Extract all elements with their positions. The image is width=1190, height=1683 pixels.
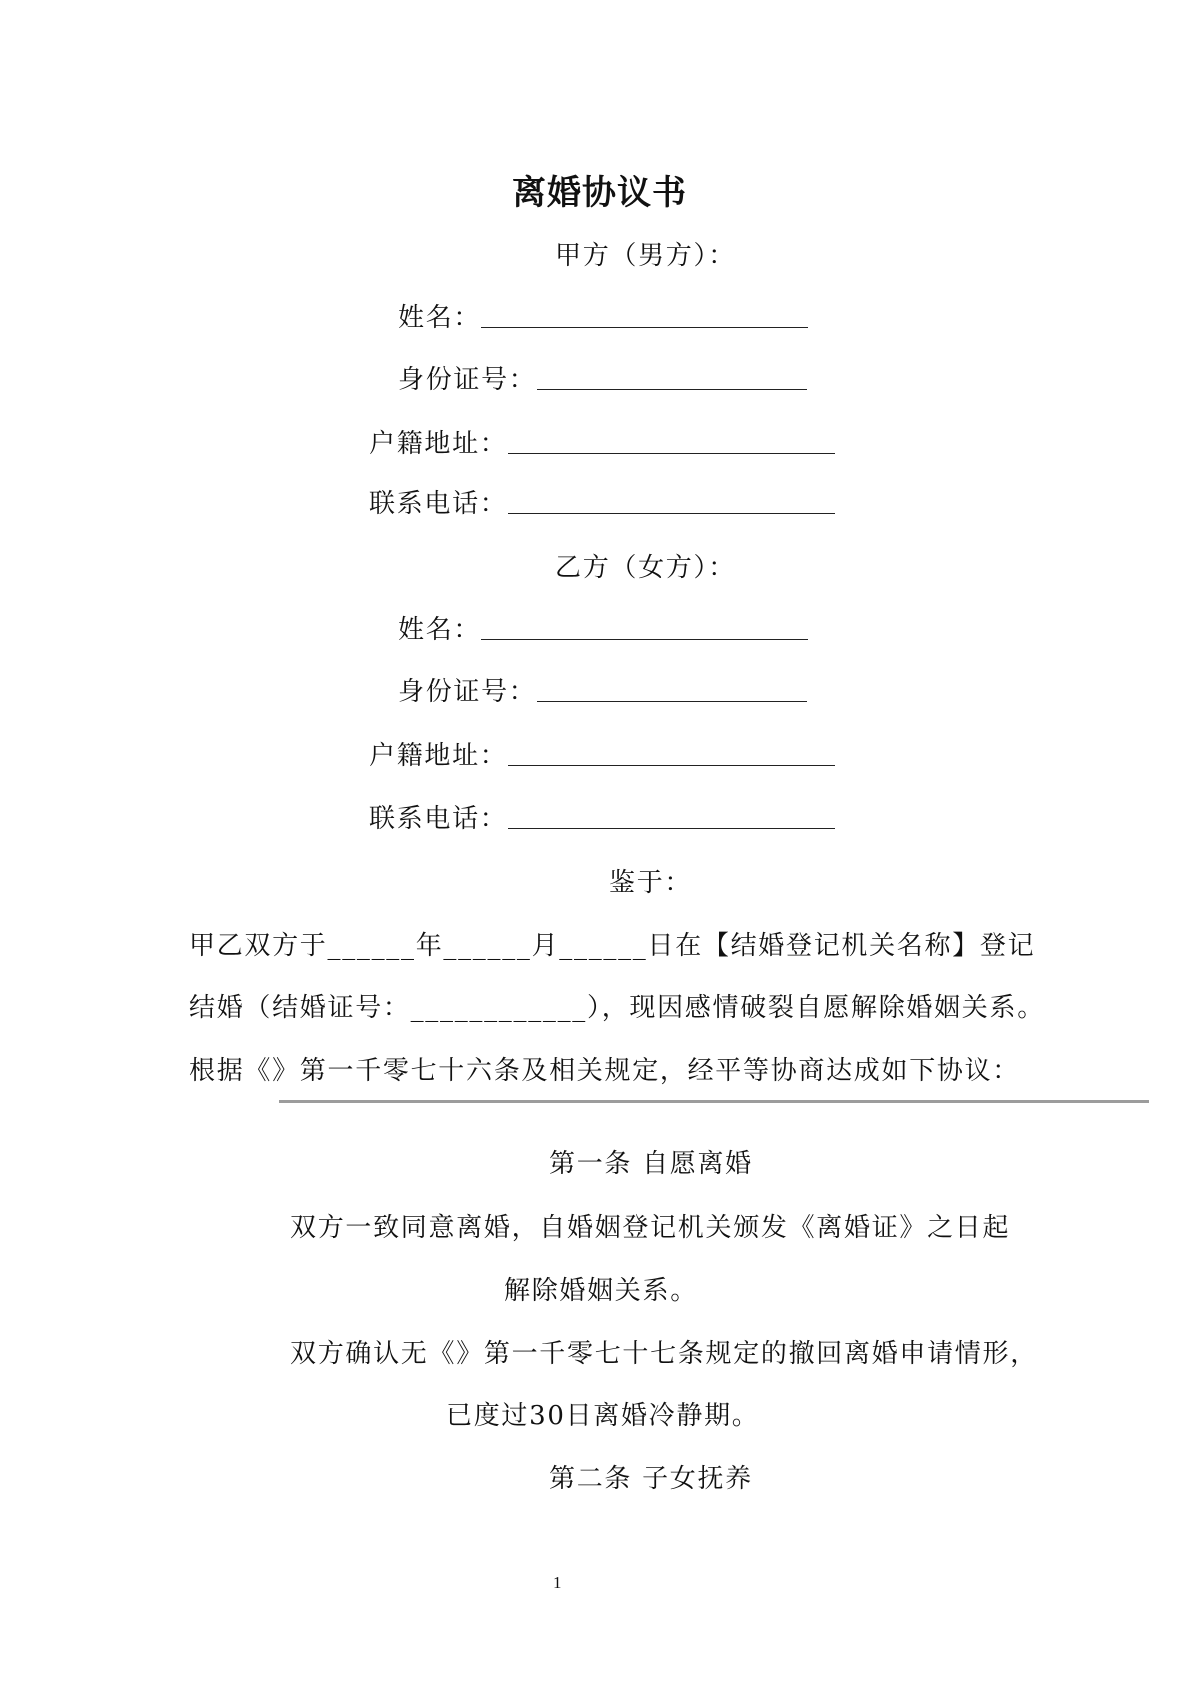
party-b-phone-label: 联系电话： — [369, 804, 508, 834]
document-title: 离婚协议书 — [512, 173, 687, 213]
party-a-address-label: 户籍地址： — [369, 429, 508, 459]
article-2-heading: 第二条 子女抚养 — [549, 1464, 753, 1494]
article-1-heading: 第一条 自愿离婚 — [549, 1149, 753, 1179]
article-1-line: 双方确认无《》第一千零七十七条规定的撤回离婚申请情形， — [290, 1339, 1038, 1369]
party-b-address-label: 户籍地址： — [369, 741, 508, 771]
party-b-heading: 乙方（女方）： — [555, 553, 736, 583]
party-b-id-row — [398, 675, 807, 709]
party-a-id-row — [398, 363, 807, 397]
party-a-id-blank — [537, 363, 807, 390]
party-b-phone-row — [369, 802, 835, 836]
article-1-line: 解除婚姻关系。 — [504, 1276, 698, 1306]
party-a-phone-blank — [508, 487, 835, 514]
party-a-address-blank — [508, 427, 835, 454]
recital-line: 甲乙双方于______年______月______日在【结婚登记机关名称】登记 — [189, 931, 1036, 961]
article-1-line: 已度过30日离婚冷静期。 — [446, 1401, 760, 1431]
recital-line: 根据《》第一千零七十六条及相关规定，经平等协商达成如下协议： — [189, 1056, 1021, 1086]
party-b-address-row — [369, 739, 835, 773]
party-a-phone-label: 联系电话： — [369, 489, 508, 519]
party-b-name-label: 姓名： — [398, 615, 482, 645]
party-b-id-blank — [537, 675, 807, 702]
party-a-name-label: 姓名： — [398, 303, 482, 333]
party-a-heading: 甲方（男方）： — [555, 241, 736, 271]
party-b-address-blank — [508, 739, 835, 766]
recital-heading: 鉴于： — [609, 868, 693, 898]
party-b-id-label: 身份证号： — [398, 677, 537, 707]
party-a-name-blank — [481, 301, 808, 328]
page-number: 1 — [553, 1573, 562, 1592]
party-a-name-row — [398, 301, 808, 335]
party-b-name-row — [398, 613, 808, 647]
party-a-phone-row — [369, 487, 835, 521]
section-divider — [279, 1100, 1149, 1103]
party-b-name-blank — [481, 613, 808, 640]
article-1-line: 双方一致同意离婚，自婚姻登记机关颁发《离婚证》之日起 — [290, 1213, 1011, 1243]
party-b-phone-blank — [508, 802, 835, 829]
party-a-address-row — [369, 427, 835, 461]
recital-line: 结婚（结婚证号：____________），现因感情破裂自愿解除婚姻关系。 — [189, 993, 1045, 1023]
party-a-id-label: 身份证号： — [398, 365, 537, 395]
